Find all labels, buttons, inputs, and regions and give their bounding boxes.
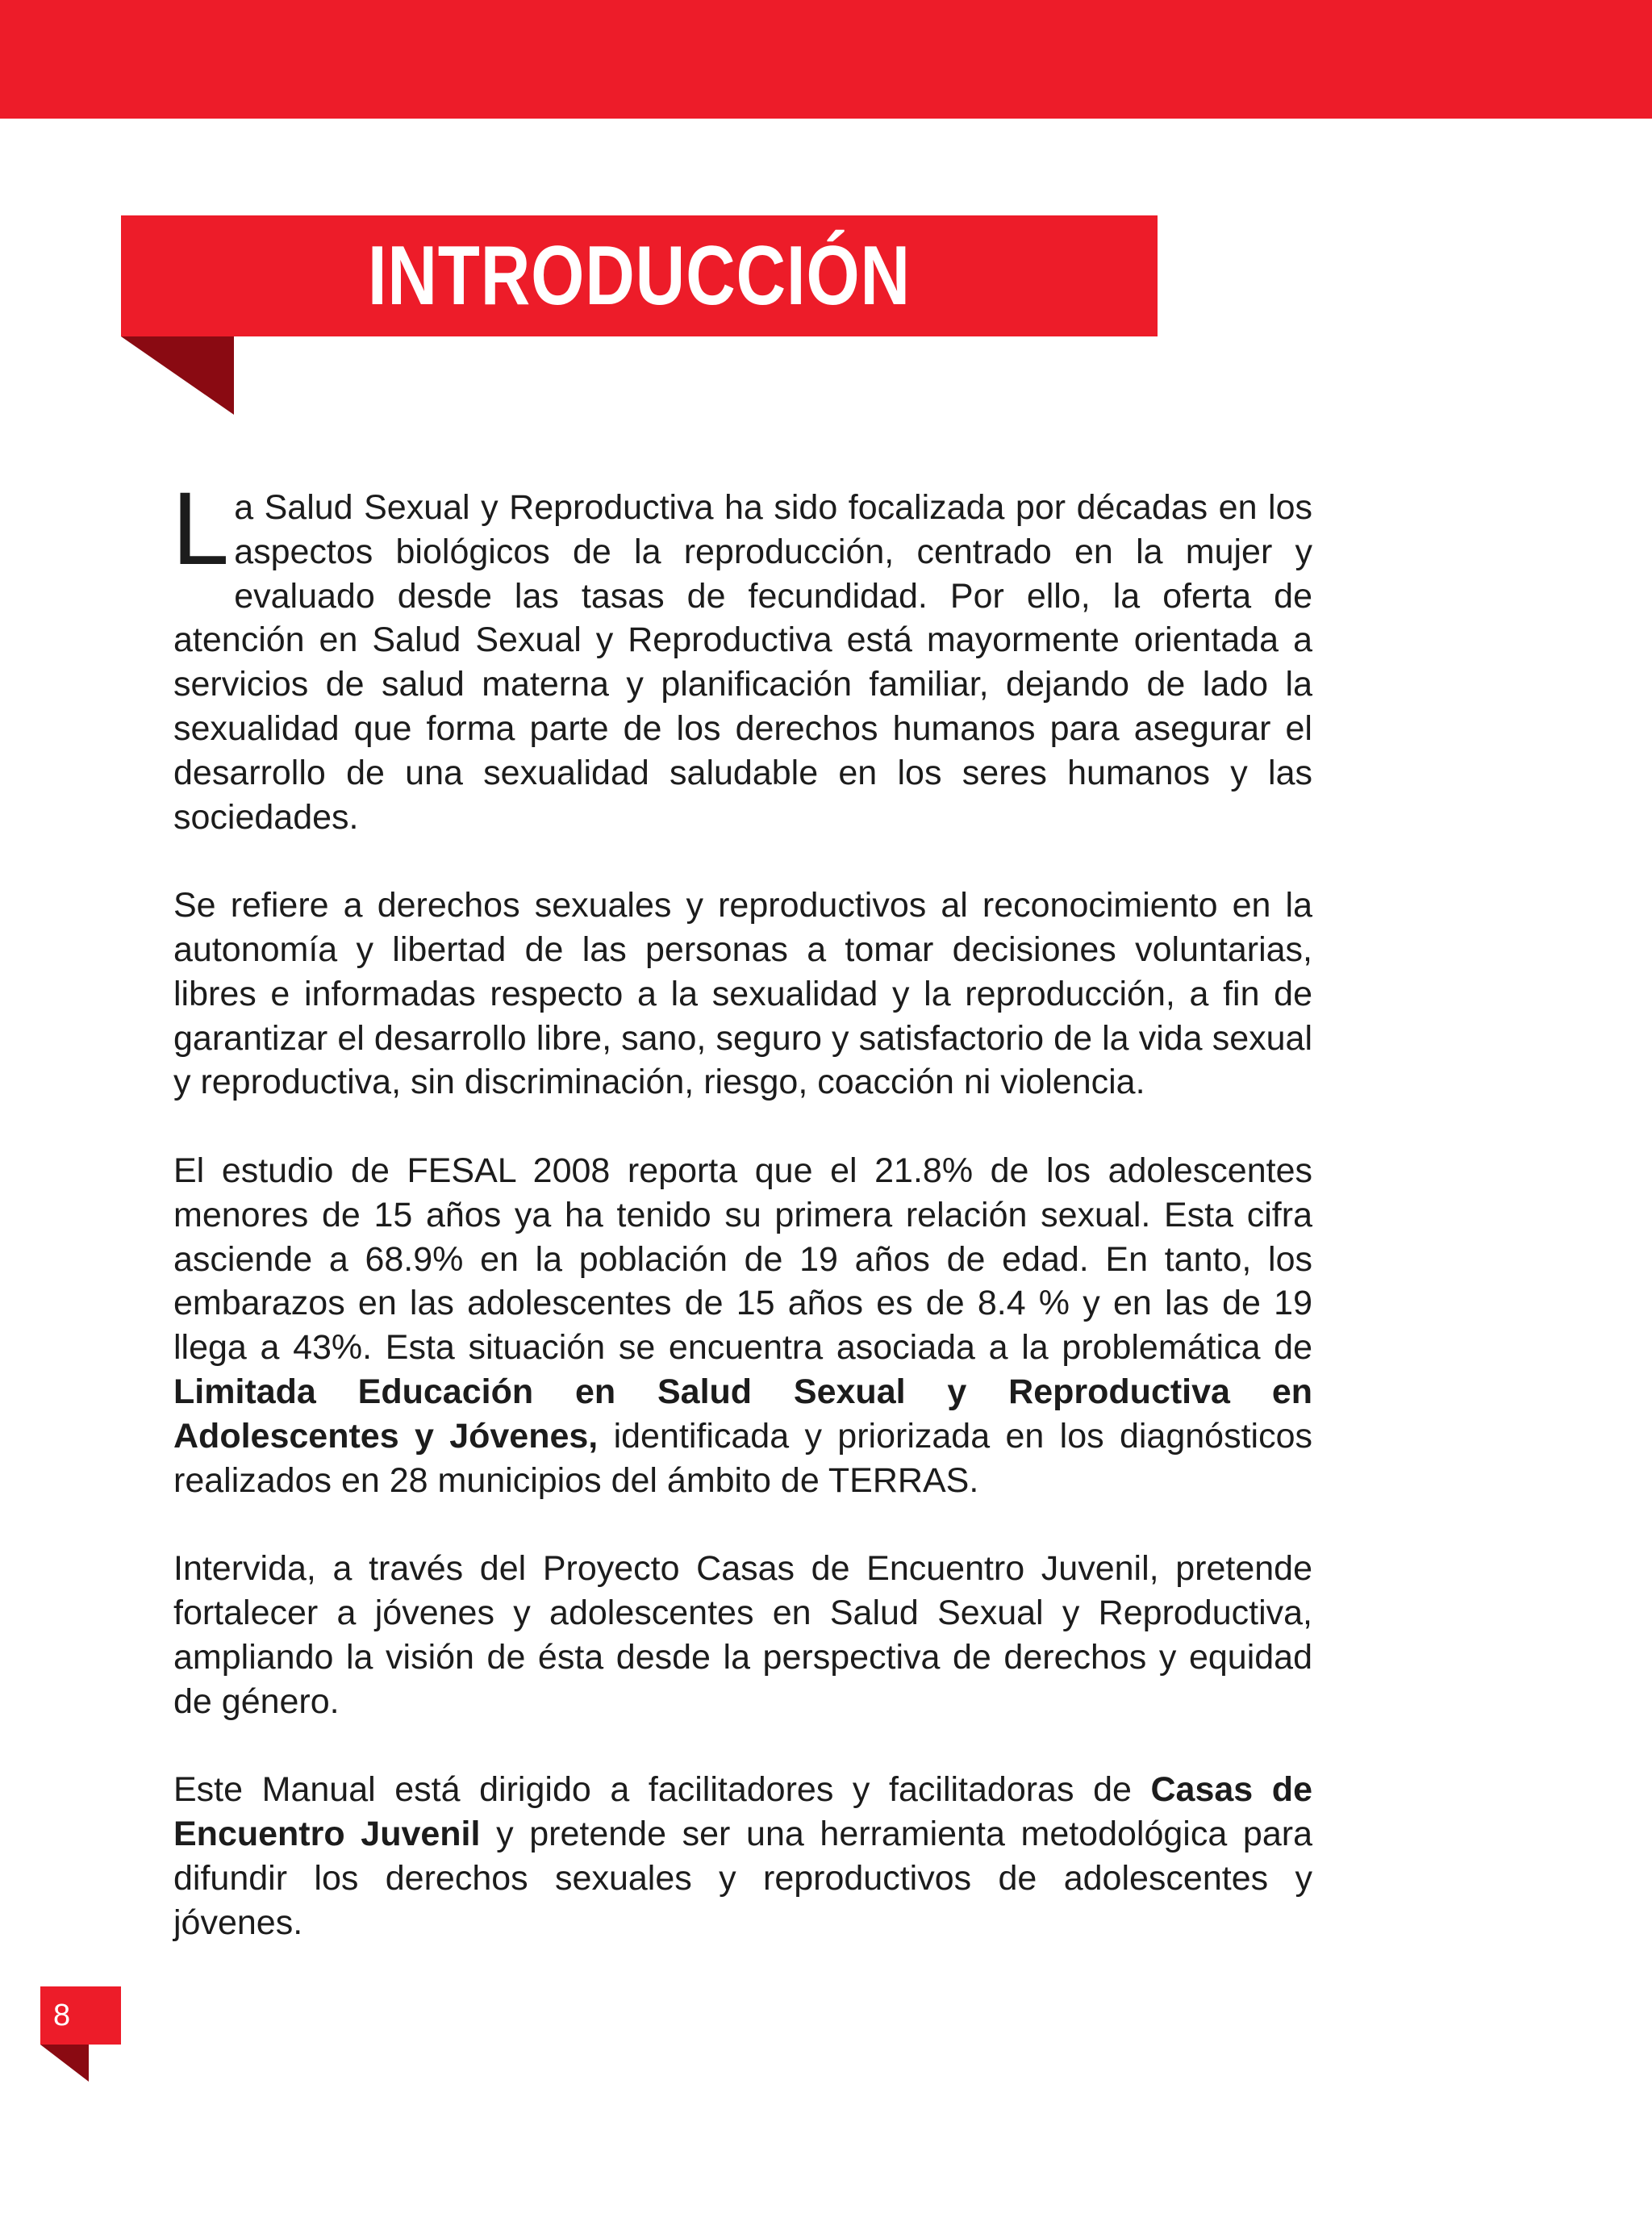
page-title: INTRODUCCIÓN <box>367 229 912 323</box>
paragraph-3 <box>173 1149 1312 1502</box>
paragraph-2 <box>173 883 1312 1105</box>
paragraph-4 <box>173 1547 1312 1723</box>
paragraph-2-text: Se refiere a derechos sexuales y reproductivos al reconocimiento en la autonomía y libertad de las personas a tomar decisiones voluntarias, libres e informadas respecto a la sexualidad y la reproducción, a fin de garantizar el desarrollo libre, sano, seguro y satisfactorio de la vida sexual y reproductiva, sin discriminación, riesgo, coacción ni violencia. <box>173 886 1312 1102</box>
paragraph-5 <box>173 1768 1312 1944</box>
body-text <box>172 471 1312 1944</box>
page-number-fold <box>40 2045 89 2082</box>
paragraph-5-bold: Casas de Encuentro Juvenil <box>173 1770 1312 1853</box>
paragraph-3-text-b: identificada y priorizada en los diagnósticos realizados en 28 municipios del ámbito de TERRAS. <box>173 1416 1312 1500</box>
header-band <box>0 0 1652 119</box>
paragraph-1 <box>172 471 1312 839</box>
title-banner <box>121 215 1158 336</box>
paragraph-4-text: Intervida, a través del Proyecto Casas de Encuentro Juvenil, pretende fortalecer a jóvenes y adolescentes en Salud Sexual y Reproductiva, ampliando la visión de ésta desde la perspectiva de derechos y equidad de género. <box>173 1549 1312 1721</box>
page-number-tab <box>40 1986 121 2045</box>
paragraph-5-text-b: y pretende ser una herramienta metodológica para difundir los derechos sexuales y reproductivos de adolescentes y jóvenes. <box>173 1814 1312 1942</box>
paragraph-1-text: a Salud Sexual y Reproductiva ha sido focalizada por décadas en los aspectos biológicos de la reproducción, centrado en la mujer y evaluado desde las tasas de fecundidad. Por ello, la oferta de atención en Salud Sexual y Reproductiva está mayormente orientada a servicios de salud materna y planificación familiar, dejando de lado la sexualidad que forma parte de los derechos humanos para asegurar el desarrollo de una sexualidad saludable en los seres humanos y las sociedades. <box>173 488 1312 837</box>
paragraph-3-bold: Limitada Educación en Salud Sexual y Reproductiva en Adolescentes y Jóvenes, <box>173 1372 1312 1456</box>
paragraph-3-text-a: El estudio de FESAL 2008 reporta que el 21.8% de los adolescentes menores de 15 años ya ha tenido su primera relación sexual. Esta cifra asciende a 68.9% en la población de 19 años de edad. En tanto, los embarazos en las adolescentes de 15 años es de 8.4 % y en las de 19 llega a 43%. Esta situación se encuentra asociada a la problemática de <box>173 1151 1312 1368</box>
page-number: 8 <box>53 1999 71 2032</box>
drop-cap: L <box>172 471 230 587</box>
paragraph-5-text-a: Este Manual está dirigido a facilitadores y facilitadoras de <box>173 1770 1151 1810</box>
title-banner-fold <box>121 336 234 415</box>
